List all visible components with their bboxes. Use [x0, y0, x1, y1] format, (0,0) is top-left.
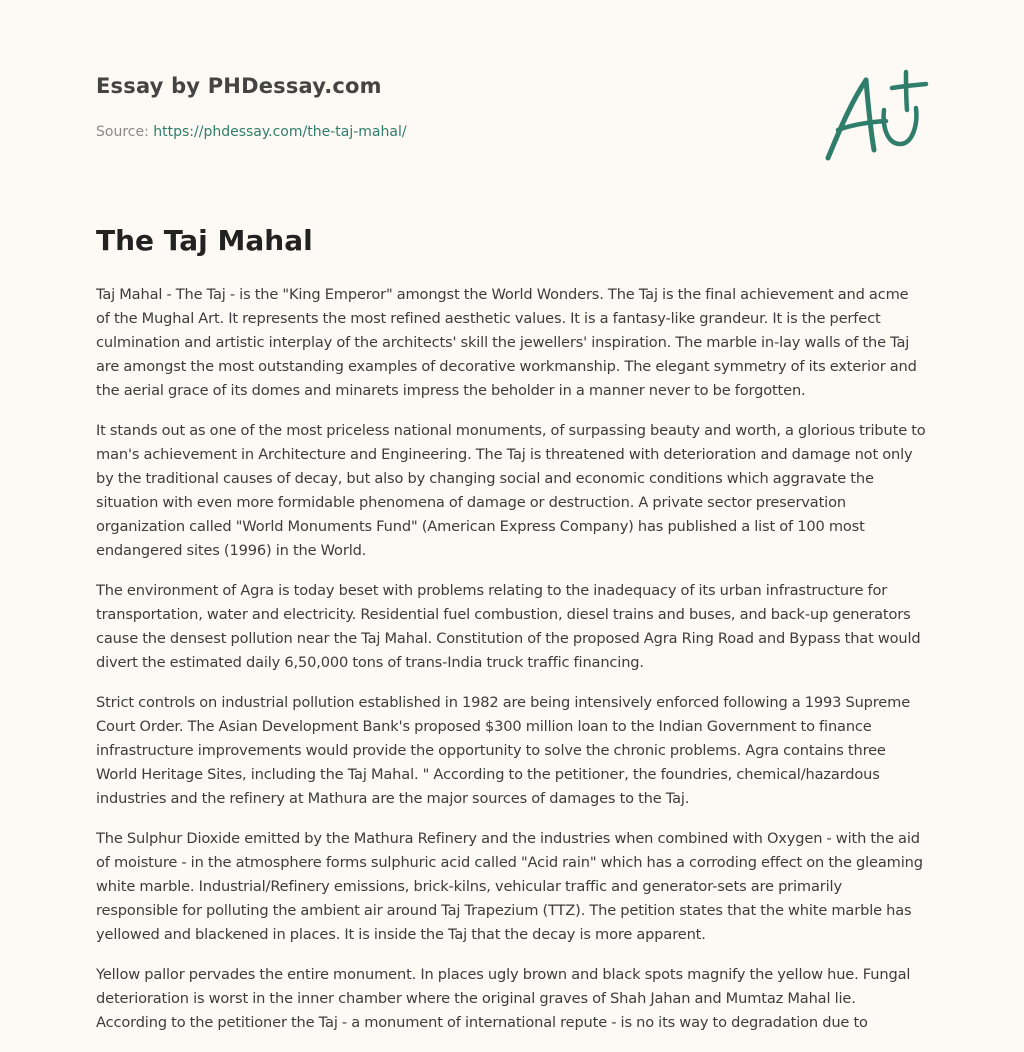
essay-paragraph: Strict controls on industrial pollution established in 1982 are being intensively enforced following a 1993 Supreme Court Order. The Asian Development Bank's proposed $300 million loan to the Indian Government to finance infrastructure improvements would provide the opportunity to solve the chronic problems. Agra contains three World Heritage Sites, including the Taj Mahal. " According to the petitioner, the foundries, chemical/hazardous industries and the refinery at Mathura are the major sources of damages to the Taj. — [96, 694, 911, 807]
source-link[interactable]: https://phdessay.com/the-taj-mahal/ — [153, 124, 407, 140]
source-label: Source: — [96, 124, 154, 140]
essay-body — [96, 283, 926, 1051]
site-brand: Essay by PHDessay.com — [96, 74, 382, 98]
essay-paragraph: Taj Mahal - The Taj - is the "King Emperor" amongst the World Wonders. The Taj is the final achievement and acme of the Mughal Art. It represents the most refined aesthetic values. It is a fantasy-like grandeur. It is the perfect culmination and artistic interplay of the architects' skill the jewellers' inspiration. The marble in-lay walls of the Taj are amongst the most outstanding examples of decorative workmanship. The elegant symmetry of its exterior and the aerial grace of its domes and minarets impress the beholder in a manner never to be forgotten. — [96, 286, 917, 399]
essay-title: The Taj Mahal — [96, 224, 313, 257]
a-plus-logo-icon — [824, 64, 930, 164]
essay-paragraph: The Sulphur Dioxide emitted by the Mathura Refinery and the industries when combined with Oxygen - with the aid of moisture - in the atmosphere forms sulphuric acid called "Acid rain" which has a corroding effect on the gleaming white marble. Industrial/Refinery emissions, brick-kilns, vehicular traffic and generator-sets are primarily responsible for polluting the ambient air around Taj Trapezium (TTZ). The petition states that the white marble has yellowed and blackened in places. It is inside the Taj that the decay is more apparent. — [96, 830, 923, 943]
essay-paragraph: Yellow pallor pervades the entire monument. In places ugly brown and black spots magnify the yellow hue. Fungal deterioration is worst in the inner chamber where the original graves of Shah Jahan and Mumtaz Mahal lie. According to the petitioner the Taj - a monument of international repute - is no its way to degradation due to — [96, 966, 911, 1031]
essay-paragraph: The environment of Agra is today beset with problems relating to the inadequacy of its urban infrastructure for transportation, water and electricity. Residential fuel combustion, diesel trains and buses, and back-up generators cause the densest pollution near the Taj Mahal. Constitution of the proposed Agra Ring Road and Bypass that would divert the estimated daily 6,50,000 tons of trans-India truck traffic financing. — [96, 582, 921, 671]
source-line — [96, 124, 407, 140]
essay-paragraph: It stands out as one of the most priceless national monuments, of surpassing beauty and worth, a glorious tribute to man's achievement in Architecture and Engineering. The Taj is threatened with deterioration and damage not only by the traditional causes of decay, but also by changing social and economic conditions which aggravate the situation with even more formidable phenomena of damage or destruction. A private sector preservation organization called "World Monuments Fund" (American Express Company) has published a list of 100 most endangered sites (1996) in the World. — [96, 422, 926, 559]
